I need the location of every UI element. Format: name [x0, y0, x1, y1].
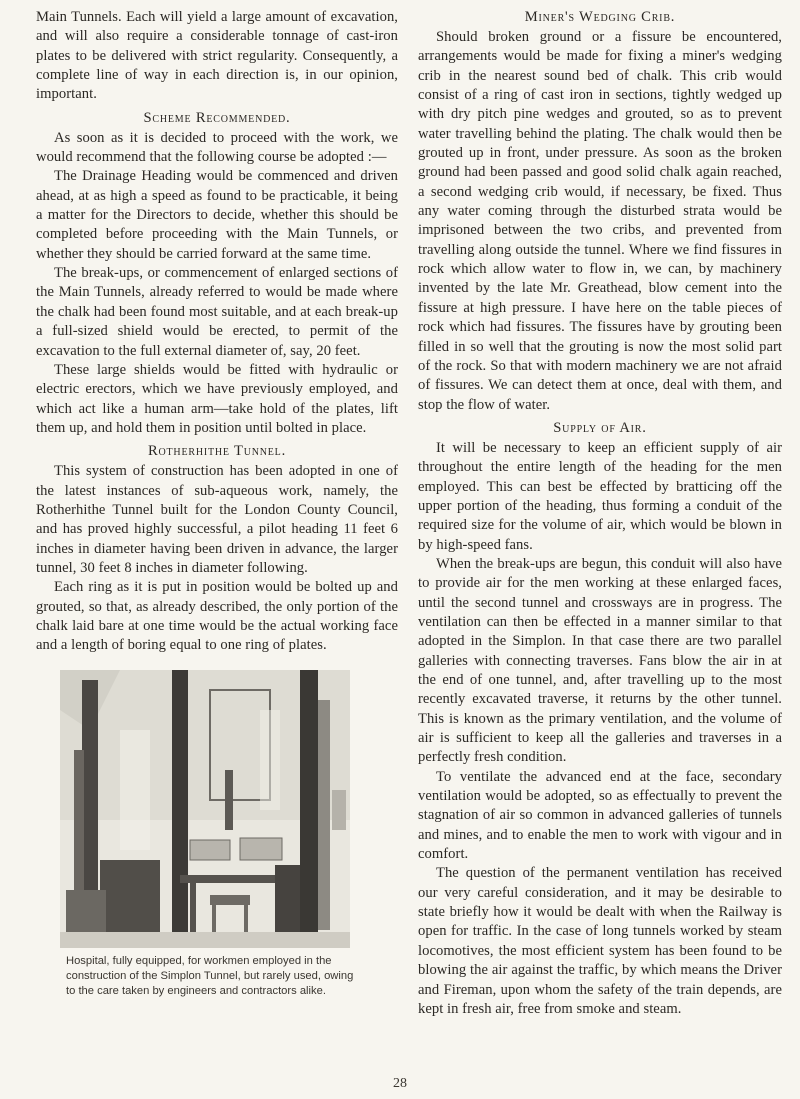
- air-paragraph-4: The question of the permanent ventilation has received our very careful consideration, and it may be desirable to state briefly how it would be dealt with when the Railway is open for traffic. In the case of long tunnels worked by steam locomotives, the most efficient system has been found to be blowing the air against the traffic, by which means the Driver and Fireman, upon whom the safety of the train depends, are kept in fresh air, free from smoke and steam.: [418, 865, 782, 1017]
- hospital-photo-illustration: [60, 670, 350, 948]
- air-paragraph-1: It will be necessary to keep an efficient supply of air throughout the entire length of the heading for the men employed. This can best be effected by bratticing off the upper portion of the heading, thus forming a conduit of the required size for the volume of air, which would be blown in by high-speed fans.: [418, 439, 782, 553]
- heading-miners-wedging-crib: Miner's Wedging Crib.: [524, 9, 676, 25]
- heading-scheme-recommended: Scheme Recommended.: [143, 109, 291, 126]
- heading-rotherhithe-tunnel: Rotherhithe Tunnel.: [147, 443, 287, 460]
- crib-paragraph: Should broken ground or a fissure be encountered, arrangements would be made for fixing a miner's wedging crib in the nearest sound bed of chalk. This crib would consist of a ring of cast iron in sections, tightly wedged up with dry pitch pine wedges and grouted, so as to prevent water travelling behind the plating. The chalk would then be grouted up in front, under pressure. As soon as the broken ground had been passed and good solid chalk again reached, a second wedging crib would, if necessary, be fixed. Thus any water coming through the disturbed strata would be imprisoned between the two cribs, and prevented from travelling along outside the tunnel. Where we find fissures in rock which allow water to flow in, we can, by machinery invented by the late Mr. Greathead, blow cement into the fissure at high pressure. I have here on the table pieces of rock which had fissures. The fissures have by grouting been filled in so well that the grouting is now the most solid part of the rock. So that with modern machinery we are not afraid of fissures. We can detect them at once, deal with them, and stop the flow of water.: [418, 29, 782, 413]
- scheme-paragraph-3: The break-ups, or commencement of enlarged sections of the Main Tunnels, already referred to would be made where the chalk had been found most suitable, and at each break-up a full-sized shield would be erected, to permit of the excavation to the full external diameter of, say, 20 feet.: [36, 265, 398, 359]
- rotherhithe-paragraph-2: Each ring as it is put in position would be bolted up and grouted, so that, as already described, the only portion of the chalk laid bare at one time would be the actual working face and a length of boring equal to one ring of plates.: [36, 579, 398, 654]
- air-paragraph-2: When the break-ups are begun, this conduit will also have to provide air for the men working at these enlarged faces, until the second tunnel and crossways are in progress. The ventilation can then be effected in a manner similar to that adopted in the Simplon. In that case there are two parallel galleries with connecting traverses. Fans blow the air in at the end of one tunnel, and, after travelling up to the most recently excavated traverse, it returns by the other tunnel. This is known as the primary ventilation, and the volume of air is sufficient to keep all the galleries and traverses in a perfectly fresh condition.: [418, 555, 782, 766]
- scheme-paragraph-1: As soon as it is decided to proceed with the work, we would recommend that the following course be adopted :—: [36, 129, 398, 166]
- hospital-photograph: [60, 670, 350, 948]
- photo-caption: Hospital, fully equipped, for workmen employed in the construction of the Simplon Tunnel, but rarely used, owing to the care taken by engineers and contractors alike.: [66, 954, 354, 998]
- rotherhithe-paragraph-1: This system of construction has been adopted in one of the latest instances of sub-aqueous work, namely, the Rotherhithe Tunnel built for the London County Council, and has proved highly successful, a pilot heading 11 feet 6 inches in diameter having been driven in advance, the larger tunnel, 30 feet 8 inches in diameter following.: [36, 463, 398, 576]
- air-paragraph-3: To ventilate the advanced end at the face, secondary ventilation would be adopted, so as effectually to prevent the stagnation of air so common in advanced galleries of tunnels and mines, and to enable the men to work with vigour and in comfort.: [418, 768, 782, 863]
- heading-supply-of-air: Supply of Air.: [553, 419, 647, 436]
- right-column: [418, 8, 782, 1019]
- scheme-paragraph-2: The Drainage Heading would be commenced and driven ahead, at as high a speed as found to be practicable, it being a matter for the Directors to decide, whether this should be completed before proceeding with the Main Tunnels, or whether they should be carried forward at the same time.: [36, 168, 398, 262]
- scheme-paragraph-4: These large shields would be fitted with hydraulic or electric erectors, which we have previously employed, and which act like a human arm—take hold of the plates, lift them up, and hold them in position until bolted in place.: [36, 361, 398, 436]
- intro-paragraph: Main Tunnels. Each will yield a large amount of excavation, and will also require a considerable tonnage of cast-iron plates to be delivered with strict regularity. Consequently, a complete line of way in each direction is, in our opinion, important.: [36, 9, 398, 103]
- left-column: [36, 8, 398, 999]
- page-number: 28: [393, 1076, 407, 1091]
